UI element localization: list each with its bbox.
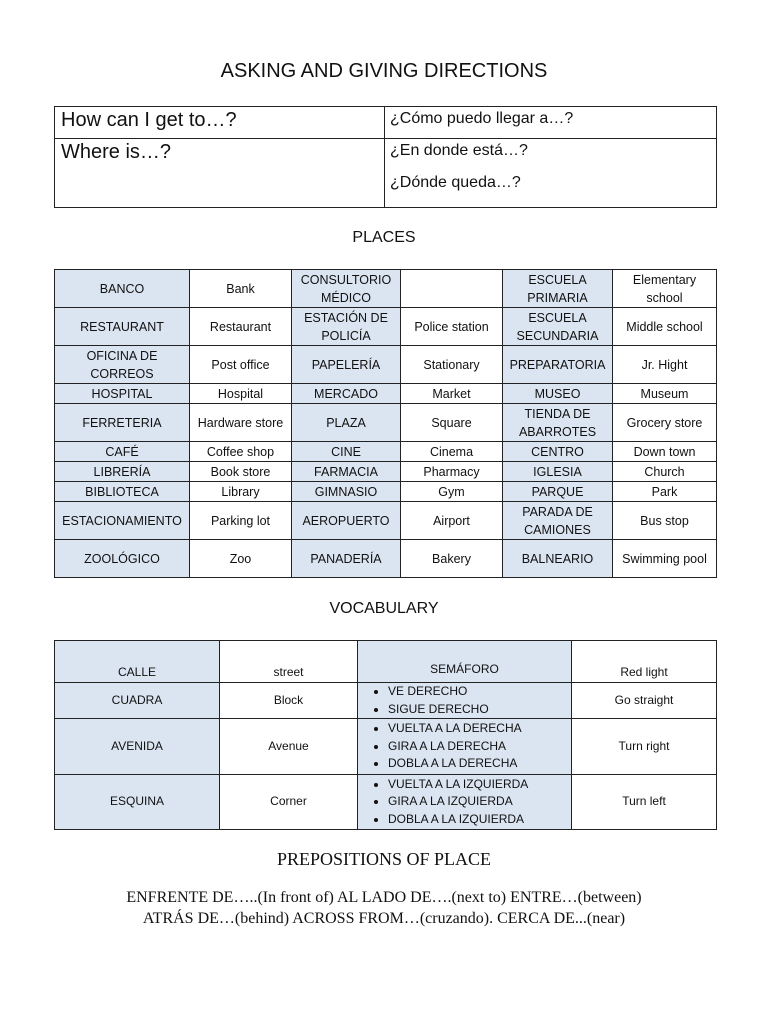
place-spanish: FERRETERIA bbox=[55, 404, 190, 442]
place-english: Down town bbox=[613, 442, 717, 462]
place-english: Middle school bbox=[613, 308, 717, 346]
phrases-table bbox=[54, 106, 717, 208]
directions-list-item: • DOBLA A LA IZQUIERDA bbox=[388, 811, 569, 829]
prepositions-line: ENFRENTE DE…..(In front of) AL LADO DE….(next to) ENTRE…(between) bbox=[126, 889, 642, 906]
phrase-spanish-line: ¿Dónde queda…? bbox=[390, 174, 521, 191]
place-spanish: OFICINA DE CORREOS bbox=[55, 346, 190, 384]
vocab-english: Avenue bbox=[220, 719, 358, 775]
vocab-english: Corner bbox=[220, 775, 358, 830]
place-spanish: BALNEARIO bbox=[503, 540, 613, 578]
phrase-spanish bbox=[385, 139, 717, 208]
directions-list-item: • VUELTA A LA DERECHA bbox=[388, 720, 569, 738]
directions-list-item: • GIRA A LA DERECHA bbox=[388, 738, 569, 756]
place-spanish: BANCO bbox=[55, 270, 190, 308]
directions-list-item: • VE DERECHO bbox=[388, 683, 569, 701]
place-spanish: RESTAURANT bbox=[55, 308, 190, 346]
phrase-row bbox=[55, 107, 717, 139]
place-spanish: FARMACIA bbox=[292, 462, 401, 482]
prepositions-heading: PREPOSITIONS OF PLACE bbox=[276, 849, 492, 869]
vocab-spanish: CUADRA bbox=[55, 683, 220, 719]
place-english: Parking lot bbox=[190, 502, 292, 540]
places-row bbox=[55, 462, 717, 482]
vocabulary-row bbox=[55, 775, 717, 830]
places-row bbox=[55, 404, 717, 442]
vocab-spanish: ESQUINA bbox=[55, 775, 220, 830]
vocab-spanish: CALLE bbox=[55, 641, 220, 683]
directions-list bbox=[360, 683, 569, 718]
place-spanish: AEROPUERTO bbox=[292, 502, 401, 540]
place-spanish: PLAZA bbox=[292, 404, 401, 442]
place-spanish: ESTACIÓN DE POLICÍA bbox=[292, 308, 401, 346]
place-english: Square bbox=[401, 404, 503, 442]
place-spanish: CINE bbox=[292, 442, 401, 462]
place-english: Hospital bbox=[190, 384, 292, 404]
place-english: Bus stop bbox=[613, 502, 717, 540]
place-english: Police station bbox=[401, 308, 503, 346]
vocab-spanish-directions bbox=[358, 719, 572, 775]
place-english: Elementary school bbox=[613, 270, 717, 308]
places-row bbox=[55, 384, 717, 404]
places-row bbox=[55, 482, 717, 502]
place-english: Grocery store bbox=[613, 404, 717, 442]
places-row bbox=[55, 442, 717, 462]
place-english: Swimming pool bbox=[613, 540, 717, 578]
place-spanish: PARQUE bbox=[503, 482, 613, 502]
vocab-english: Block bbox=[220, 683, 358, 719]
place-spanish: ESCUELA SECUNDARIA bbox=[503, 308, 613, 346]
place-spanish: ZOOLÓGICO bbox=[55, 540, 190, 578]
vocabulary-row bbox=[55, 683, 717, 719]
place-english: Market bbox=[401, 384, 503, 404]
place-english: Library bbox=[190, 482, 292, 502]
place-spanish: GIMNASIO bbox=[292, 482, 401, 502]
vocab-spanish-directions: SEMÁFORO bbox=[358, 641, 572, 683]
place-english: Book store bbox=[190, 462, 292, 482]
place-english: Zoo bbox=[190, 540, 292, 578]
place-spanish: BIBLIOTECA bbox=[55, 482, 190, 502]
place-english: Jr. Hight bbox=[613, 346, 717, 384]
directions-list-item: • SIGUE DERECHO bbox=[388, 701, 569, 719]
places-table bbox=[54, 269, 717, 578]
places-row bbox=[55, 270, 717, 308]
place-spanish: ESTACIONAMIENTO bbox=[55, 502, 190, 540]
vocab-spanish: AVENIDA bbox=[55, 719, 220, 775]
place-english: Museum bbox=[613, 384, 717, 404]
directions-list bbox=[360, 720, 569, 773]
place-spanish: CONSULTORIO MÉDICO bbox=[292, 270, 401, 308]
prepositions-line: ATRÁS DE…(behind) ACROSS FROM…(cruzando). CERCA DE...(near) bbox=[142, 910, 626, 927]
vocab-english-directions: Red light bbox=[572, 641, 717, 683]
directions-list-item: • GIRA A LA IZQUIERDA bbox=[388, 793, 569, 811]
place-english: Hardware store bbox=[190, 404, 292, 442]
places-row bbox=[55, 540, 717, 578]
places-row bbox=[55, 346, 717, 384]
place-spanish: IGLESIA bbox=[503, 462, 613, 482]
place-spanish: MUSEO bbox=[503, 384, 613, 404]
phrase-english: How can I get to…? bbox=[55, 107, 385, 139]
place-english: Airport bbox=[401, 502, 503, 540]
place-english: Coffee shop bbox=[190, 442, 292, 462]
phrase-spanish: ¿Cómo puedo llegar a…? bbox=[385, 107, 717, 139]
place-english bbox=[401, 270, 503, 308]
page-title: ASKING AND GIVING DIRECTIONS bbox=[220, 60, 548, 82]
place-spanish: LIBRERÍA bbox=[55, 462, 190, 482]
directions-list-item: • DOBLA A LA DERECHA bbox=[388, 755, 569, 773]
place-spanish: CENTRO bbox=[503, 442, 613, 462]
vocab-spanish-directions bbox=[358, 683, 572, 719]
place-english: Cinema bbox=[401, 442, 503, 462]
place-english: Stationary bbox=[401, 346, 503, 384]
phrase-spanish-line: ¿En donde está…? bbox=[390, 142, 528, 159]
place-spanish: MERCADO bbox=[292, 384, 401, 404]
place-english: Post office bbox=[190, 346, 292, 384]
vocabulary-table bbox=[54, 640, 717, 830]
place-spanish: ESCUELA PRIMARIA bbox=[503, 270, 613, 308]
place-english: Restaurant bbox=[190, 308, 292, 346]
vocab-spanish-directions bbox=[358, 775, 572, 830]
vocabulary-row bbox=[55, 719, 717, 775]
place-english: Church bbox=[613, 462, 717, 482]
place-spanish: HOSPITAL bbox=[55, 384, 190, 404]
place-spanish: PAPELERÍA bbox=[292, 346, 401, 384]
places-row bbox=[55, 308, 717, 346]
place-spanish: CAFÉ bbox=[55, 442, 190, 462]
places-row bbox=[55, 502, 717, 540]
place-spanish: PARADA DE CAMIONES bbox=[503, 502, 613, 540]
vocabulary-row bbox=[55, 641, 717, 683]
place-english: Bakery bbox=[401, 540, 503, 578]
places-heading: PLACES bbox=[352, 229, 416, 246]
directions-list-item: • VUELTA A LA IZQUIERDA bbox=[388, 776, 569, 794]
vocab-english: street bbox=[220, 641, 358, 683]
vocabulary-heading: VOCABULARY bbox=[329, 600, 439, 617]
place-english: Pharmacy bbox=[401, 462, 503, 482]
place-english: Bank bbox=[190, 270, 292, 308]
directions-list bbox=[360, 776, 569, 829]
vocab-english-directions: Turn left bbox=[572, 775, 717, 830]
place-english: Gym bbox=[401, 482, 503, 502]
phrase-row bbox=[55, 139, 717, 208]
place-english: Park bbox=[613, 482, 717, 502]
place-spanish: TIENDA DE ABARROTES bbox=[503, 404, 613, 442]
vocab-english-directions: Go straight bbox=[572, 683, 717, 719]
phrase-english: Where is…? bbox=[55, 139, 385, 208]
place-spanish: PREPARATORIA bbox=[503, 346, 613, 384]
vocab-english-directions: Turn right bbox=[572, 719, 717, 775]
place-spanish: PANADERÍA bbox=[292, 540, 401, 578]
